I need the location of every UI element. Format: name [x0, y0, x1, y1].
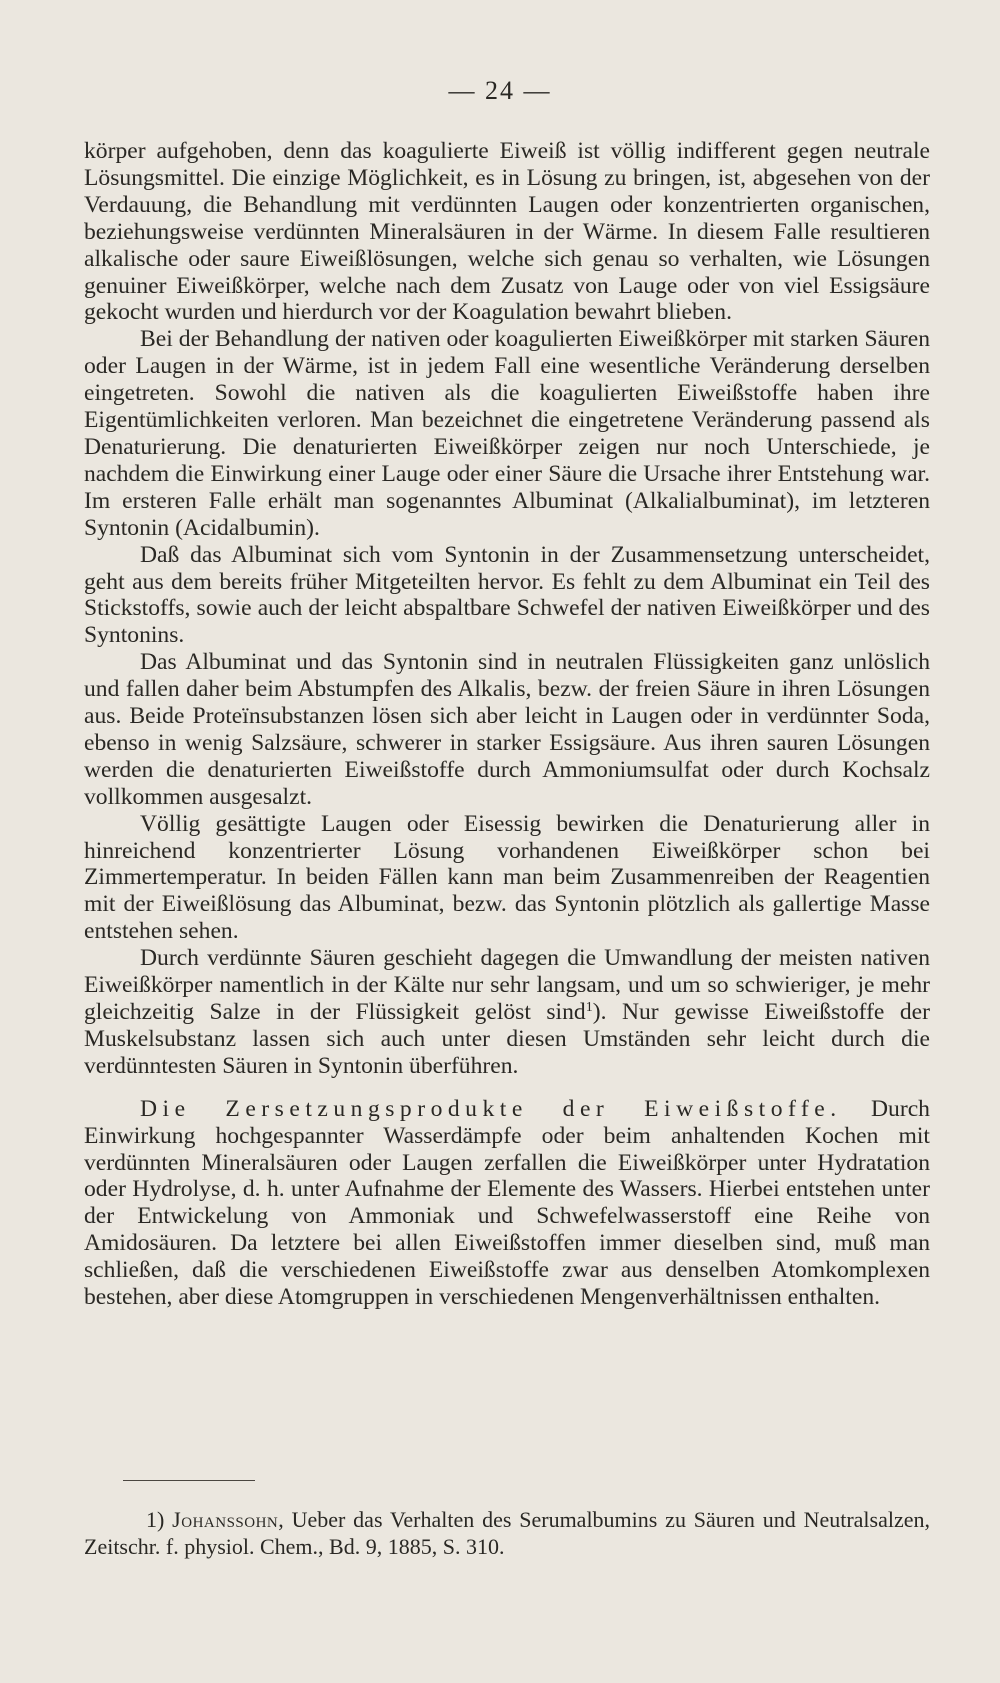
section-heading: Die Zersetzungsprodukte der Eiweißstoffe.	[140, 1095, 842, 1122]
paragraph-1: körper aufgehoben, denn das koagulierte Eiweiß ist völlig indifferent gegen neutrale Lösungsmittel. Die einzige Möglichkeit, es in Lösung zu bringen, ist, abgesehen von der Verdauung, die Behandlung mit verdünnten Laugen oder konzentrierten organischen, beziehungsweise verdünnten Mineralsäuren in der Wärme. In diesem Falle resultieren alkalische oder saure Eiweißlösungen, welche sich genau so verhalten, wie Lösungen genuiner Eiweißkörper, welche nach dem Zusatz von Lauge oder von viel Essigsäure gekocht wurden und hierdurch vor der Koagulation bewahrt blieben.	[84, 138, 930, 326]
paragraph-5: Völlig gesättigte Laugen oder Eisessig bewirken die Denaturierung aller in hinreichend konzentrierter Lösung vorhandenen Eiweißkörper schon bei Zimmertemperatur. In beiden Fällen kann man beim Zusammenreiben der Reagentien mit der Eiweißlösung das Albuminat, bezw. das Syntonin plötzlich als gallertige Masse entstehen sehen.	[84, 810, 930, 945]
paragraph-7-text: Durch Einwirkung hochgespannter Wasserdämpfe oder beim anhaltenden Kochen mit verdünnten Mineralsäuren oder Laugen zerfallen die Eiweißkörper unter Hydratation oder Hydrolyse, d. h. unter Aufnahme der Elemente des Wassers. Hierbei entstehen unter der Entwickelung von Ammoniak und Schwefelwasserstoff eine Reihe von Amidosäuren. Da letztere bei allen Eiweißstoffen immer dieselben sind, muß man schließen, daß die verschiedenen Eiweißstoffe zwar aus denselben Atomkomplexen bestehen, aber diese Atomgruppen in verschiedenen Mengenverhältnissen enthalten.	[84, 1095, 930, 1311]
paragraph-6-text-b: ). Nur gewisse Eiweißstoffe der Muskelsubstanz lassen sich auch unter diesen Umständen sehr leicht durch die verdünntesten Säuren in Syntonin überführen.	[84, 999, 930, 1079]
body-text	[84, 138, 930, 1311]
footnote-text: , Ueber das Verhalten des Serumalbumins zu Säuren und Neutralsalzen, Zeitschr. f. physiol. Chem., Bd. 9, 1885, S. 310.	[84, 1507, 931, 1559]
footnote	[84, 1506, 930, 1560]
paragraph-4: Das Albuminat und das Syntonin sind in neutralen Flüssigkeiten ganz unlöslich und fallen daher beim Abstumpfen des Alkalis, bezw. der freien Säure in ihren Lösungen aus. Beide Proteïnsubstanzen lösen sich aber leicht in Laugen oder in verdünnter Soda, ebenso in wenig Salzsäure, schwerer in starker Essigsäure. Aus ihren sauren Lösungen werden die denaturierten Eiweißstoffe durch Ammoniumsulfat oder durch Kochsalz vollkommen ausgesalzt.	[84, 649, 930, 810]
paragraph-7	[84, 1096, 930, 1311]
footnote-author: Johanssohn	[172, 1507, 279, 1532]
paragraph-6-text-a: Durch verdünnte Säuren geschieht dagegen die Umwandlung der meisten nativen Eiweißkörper namentlich in der Kälte nur sehr langsam, und um so schwieriger, je mehr gleichzeitig Salze in der Flüssigkeit gelöst sind	[84, 945, 930, 1025]
page-number: — 24 —	[448, 76, 552, 105]
footnote-divider	[123, 1480, 255, 1481]
paragraph-6	[84, 945, 930, 1080]
footnote-marker: 1)	[146, 1507, 173, 1532]
paragraph-2: Bei der Behandlung der nativen oder koagulierten Eiweißkörper mit starken Säuren oder Laugen in der Wärme, ist in jedem Fall eine wesentliche Veränderung derselben eingetreten. Sowohl die nativen als die koagulierten Eiweißstoffe haben ihre Eigentümlichkeiten verloren. Man bezeichnet die eingetretene Veränderung passend als Denaturierung. Die denaturierten Eiweißkörper zeigen nur noch Unterschiede, je nachdem die Einwirkung einer Lauge oder einer Säure die Ursache ihrer Entstehung war. Im ersteren Falle erhält man sogenanntes Albuminat (Alkalialbuminat), im letzteren Syntonin (Acidalbumin).	[84, 326, 930, 541]
footnote-reference: 1	[585, 1000, 593, 1015]
paragraph-3: Daß das Albuminat sich vom Syntonin in der Zusammensetzung unterscheidet, geht aus dem bereits früher Mitgeteilten hervor. Es fehlt zu dem Albuminat ein Teil des Stickstoffs, sowie auch der leicht abspaltbare Schwefel der nativen Eiweißkörper und des Syntonins.	[84, 541, 930, 649]
